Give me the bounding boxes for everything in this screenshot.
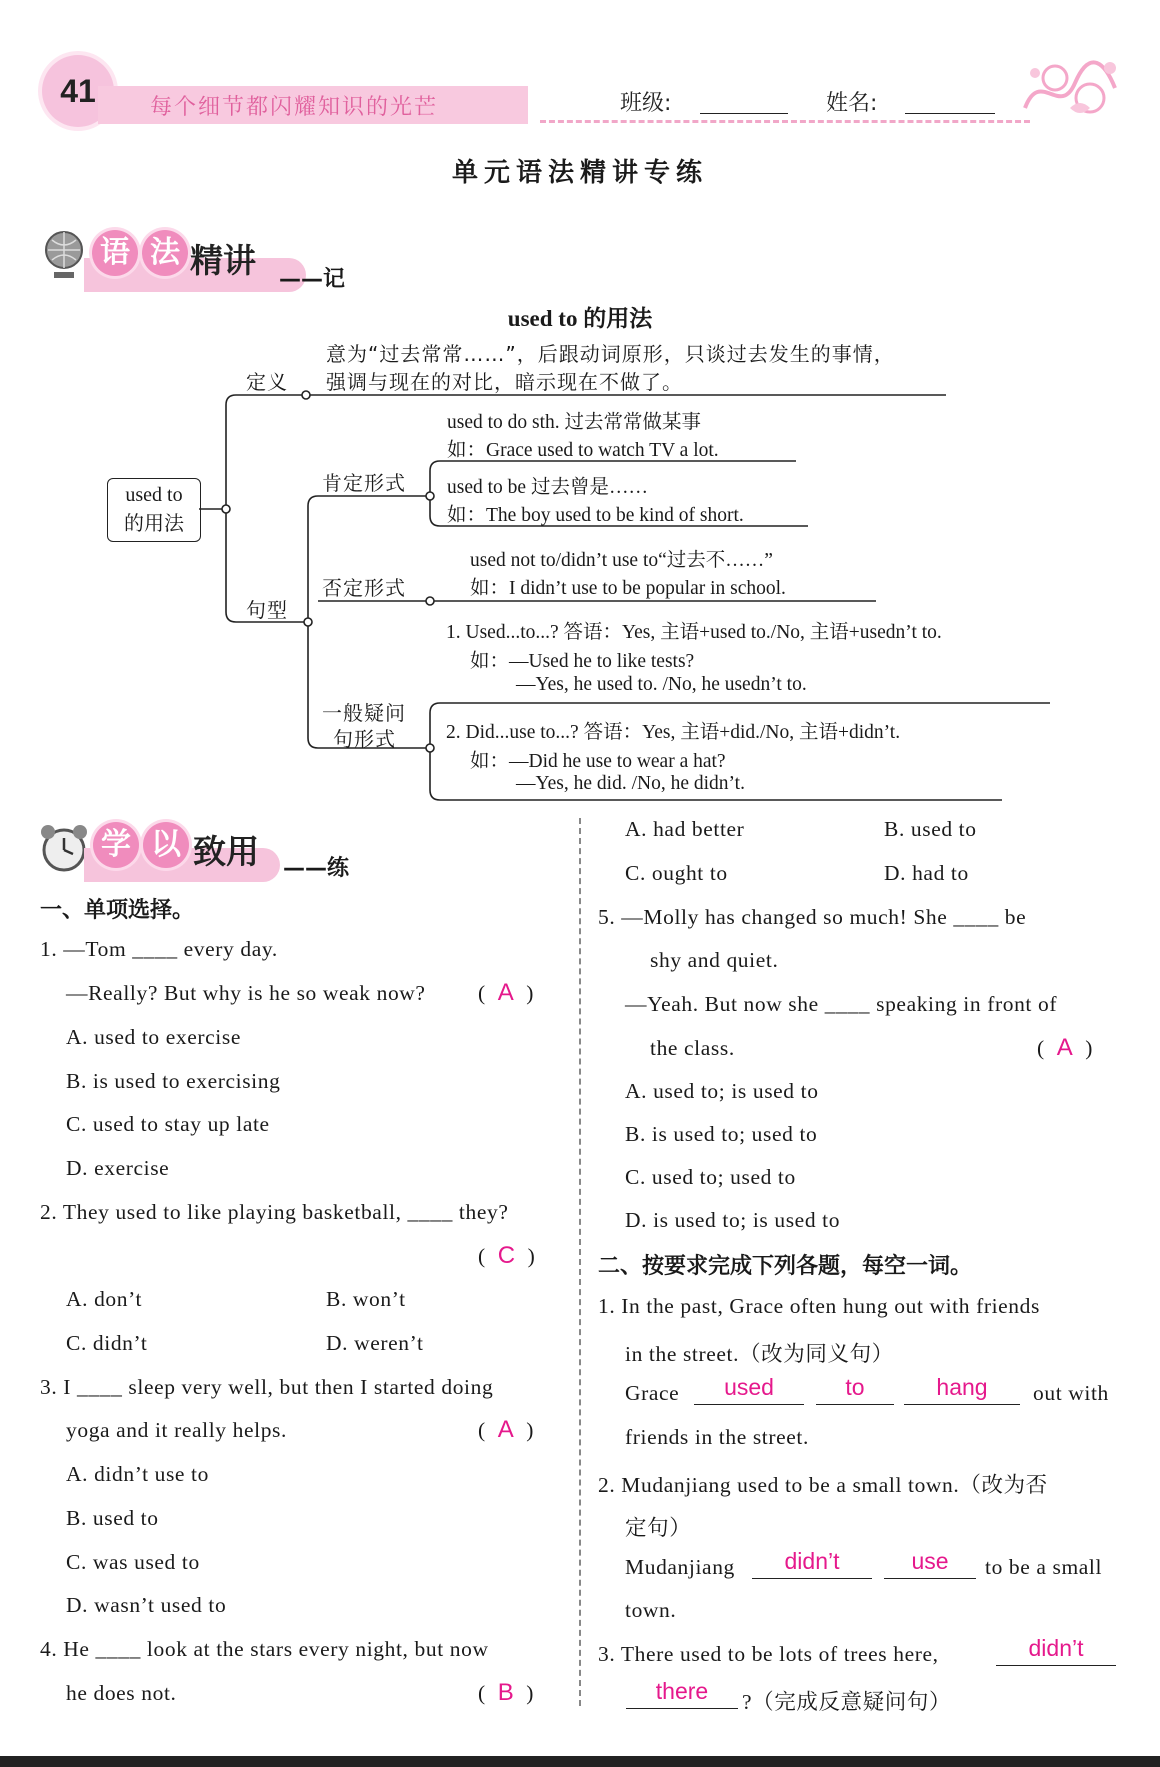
q1-option-c[interactable]: C. used to stay up late (66, 1112, 270, 1136)
q1-stem: —Really? But why is he so weak now? (66, 981, 426, 1005)
definition-text-line1: 意为“过去常常……”，后跟动词原形，只谈过去发生的事情， (326, 342, 895, 366)
negative-form-label: 否定形式 (322, 576, 406, 600)
q3-stem: 3. I ____ sleep very well, but then I started doing (40, 1375, 494, 1399)
q4-option-d[interactable]: D. had to (884, 861, 969, 885)
p2q1-blank-2[interactable]: to (816, 1374, 894, 1405)
class-label: 班级: (620, 91, 672, 116)
q2-stem: 2. They used to like playing basketball, ____ they? (40, 1200, 509, 1224)
q5-stem: —Yeah. But now she ____ speaking in front of (625, 992, 1058, 1016)
question-example-1a: 如：—Used he to like tests? (470, 651, 695, 672)
p2q1-stem: friends in the street. (625, 1425, 809, 1449)
definition-text-line2: 强调与现在的对比，暗示现在不做了。 (326, 370, 683, 394)
q4-answer-bracket: ( B ) (478, 1679, 535, 1706)
alarm-clock-icon (38, 822, 90, 874)
section-badge: 语 (92, 230, 138, 276)
column-divider (579, 818, 581, 1706)
mindmap-root (107, 478, 201, 542)
section-badge: 学 (93, 822, 139, 868)
p2q2-stem: 2. Mudanjiang used to be a small town.（改为否 (598, 1473, 1048, 1497)
section-subheading: ——记 (279, 267, 346, 292)
question-example-1b: —Yes, he used to. /No, he usedn’t to. (516, 674, 807, 695)
q1-stem: 1. —Tom ____ every day. (40, 937, 278, 961)
root-label-line2: 的用法 (124, 511, 184, 535)
p2q1-prefix: Grace (625, 1381, 680, 1405)
bottom-bar (0, 1756, 1160, 1767)
section-badge: 法 (142, 230, 188, 276)
q5-answer: A (1056, 1034, 1074, 1061)
q4-answer: B (497, 1679, 515, 1706)
positive-rule-2: used to be 过去曾是…… (447, 477, 648, 498)
q4-option-c[interactable]: C. ought to (625, 861, 728, 885)
question-form-label-line2: 句形式 (333, 727, 396, 751)
q3-answer-bracket: ( A ) (478, 1416, 535, 1443)
sentence-pattern-label: 句型 (246, 598, 288, 622)
question-example-2a: 如：—Did he use to wear a hat? (470, 751, 726, 772)
q3-stem: yoga and it really helps. (66, 1418, 287, 1442)
q3-option-a[interactable]: A. didn’t use to (66, 1462, 209, 1486)
q1-option-d[interactable]: D. exercise (66, 1156, 170, 1180)
q2-option-d[interactable]: D. weren’t (326, 1331, 424, 1355)
q4-option-b[interactable]: B. used to (884, 817, 977, 841)
section-badge: 以 (143, 822, 189, 868)
p2q1-stem: in the street.（改为同义句） (625, 1342, 894, 1366)
p2q3-suffix: ?（完成反意疑问句） (742, 1690, 952, 1714)
q5-option-d[interactable]: D. is used to; is used to (625, 1208, 841, 1232)
q1-answer: A (497, 979, 515, 1006)
p2q1-suffix: out with (1033, 1381, 1109, 1405)
q2-option-c[interactable]: C. didn’t (66, 1331, 148, 1355)
positive-example-2: 如：The boy used to be kind of short. (447, 505, 744, 526)
p2q3-blank-1[interactable]: didn’t (996, 1635, 1116, 1666)
p2q2-suffix: to be a small (985, 1555, 1103, 1579)
question-rule-2: 2. Did...use to...? 答语：Yes, 主语+did./No, 主语+didn’t. (446, 722, 901, 743)
page-number: 41 (60, 73, 96, 109)
p2q1-blank-1[interactable]: used (694, 1374, 804, 1405)
q5-option-c[interactable]: C. used to; used to (625, 1165, 796, 1189)
negative-example: 如：I didn’t use to be popular in school. (470, 578, 786, 599)
p2q3-stem: 3. There used to be lots of trees here, (598, 1642, 939, 1666)
p2q2-blank-2[interactable]: use (884, 1548, 976, 1579)
part1-title: 一、单项选择。 (40, 898, 195, 923)
part2-title: 二、按要求完成下列各题，每空一词。 (598, 1254, 973, 1279)
q1-answer-bracket: ( A ) (478, 979, 535, 1006)
q5-stem: the class. (650, 1036, 735, 1060)
name-label: 姓名: (826, 91, 878, 116)
page-title: 单元语法精讲专练 (451, 158, 708, 188)
q5-option-b[interactable]: B. is used to; used to (625, 1122, 818, 1146)
p2q2-prefix: Mudanjiang (625, 1555, 735, 1579)
negative-rule: used not to/didn’t use to“过去不……” (470, 550, 773, 571)
p2q2-stem: town. (625, 1598, 677, 1622)
question-rule-1: 1. Used...to...? 答语：Yes, 主语+used to./No, 主语+usedn’t to. (446, 622, 942, 643)
question-form-label-line1: 一般疑问 (322, 701, 406, 725)
p2q2-stem: 定句） (625, 1516, 692, 1540)
question-example-2b: —Yes, he did. /No, he didn’t. (516, 773, 745, 794)
q1-option-a[interactable]: A. used to exercise (66, 1025, 241, 1049)
q5-stem: shy and quiet. (650, 948, 779, 972)
q2-option-b[interactable]: B. won’t (326, 1287, 406, 1311)
q5-stem: 5. —Molly has changed so much! She ____ be (598, 905, 1027, 929)
q3-answer: A (497, 1416, 515, 1443)
q1-option-b[interactable]: B. is used to exercising (66, 1069, 281, 1093)
q4-stem: 4. He ____ look at the stars every night, but now (40, 1637, 489, 1661)
section-heading: 精讲 (190, 241, 256, 280)
motto-text: 每个细节都闪耀知识的光芒 (150, 95, 439, 120)
positive-rule-1: used to do sth. 过去常常做某事 (447, 412, 702, 433)
positive-form-label: 肯定形式 (322, 471, 406, 495)
definition-label: 定义 (246, 370, 288, 394)
q4-option-a[interactable]: A. had better (625, 817, 745, 841)
q4-stem: he does not. (66, 1681, 177, 1705)
positive-example-1: 如：Grace used to watch TV a lot. (447, 440, 719, 461)
q5-answer-bracket: ( A ) (1037, 1034, 1094, 1061)
q5-option-a[interactable]: A. used to; is used to (625, 1079, 819, 1103)
p2q3-blank-2[interactable]: there (626, 1678, 738, 1709)
section-heading: 致用 (193, 832, 259, 871)
q2-answer-bracket: ( C ) (478, 1242, 536, 1269)
mindmap-heading: used to 的用法 (507, 306, 653, 331)
p2q1-stem: 1. In the past, Grace often hung out with friends (598, 1294, 1040, 1318)
q3-option-c[interactable]: C. was used to (66, 1550, 200, 1574)
q2-answer: C (497, 1242, 516, 1269)
p2q1-blank-3[interactable]: hang (904, 1374, 1020, 1405)
section-subheading: ——练 (283, 856, 350, 881)
q3-option-d[interactable]: D. wasn’t used to (66, 1593, 227, 1617)
q2-option-a[interactable]: A. don’t (66, 1287, 143, 1311)
q3-option-b[interactable]: B. used to (66, 1506, 159, 1530)
root-label-line1: used to (125, 484, 183, 506)
p2q2-blank-1[interactable]: didn’t (752, 1548, 872, 1579)
